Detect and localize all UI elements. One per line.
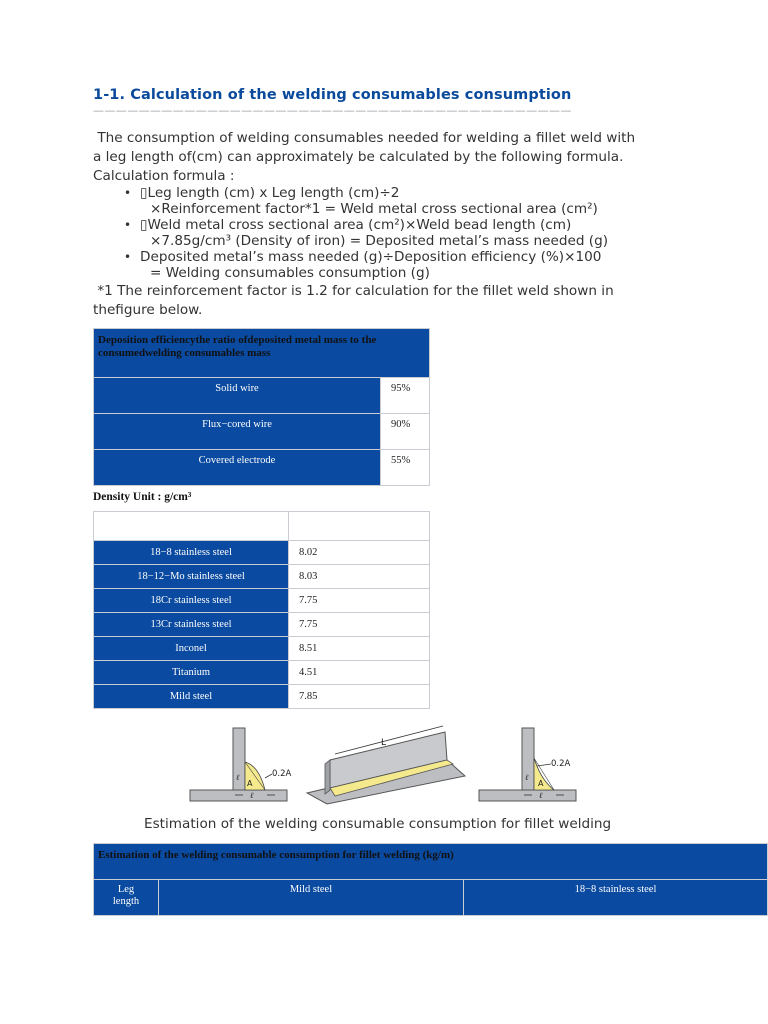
bullet-icon: • (124, 186, 132, 200)
footnote-line: *1 The reinforcement factor is 1.2 for calculation for the fillet weld shown in (93, 283, 614, 299)
bullet-icon: • (124, 218, 132, 232)
footnote (93, 282, 693, 320)
column-mild-steel: Mild steel (159, 880, 464, 916)
section-title: 1-1. Calculation of the welding consumables consumption (93, 87, 572, 103)
density-row-label: 13Cr stainless steel (94, 613, 289, 637)
intro-paragraph (93, 129, 693, 186)
density-row-value: 7.75 (289, 589, 430, 613)
deposition-row-label: Covered electrode (94, 450, 381, 486)
density-unit-label: Density Unit : g/cm³ (93, 491, 192, 503)
density-row-value: 7.85 (289, 685, 430, 709)
right-a-label: A (538, 779, 544, 788)
formula-line: = Welding consumables consumption (g) (150, 265, 430, 281)
consumption-table-header: Estimation of the welding consumable consumption for fillet welding (kg/m) (94, 844, 768, 880)
density-row-value: 4.51 (289, 661, 430, 685)
footnote-line: thefigure below. (93, 302, 203, 318)
column-leg-length: Leg length (94, 880, 159, 916)
intro-line: The consumption of welding consumables needed for welding a fillet weld with (93, 130, 636, 146)
density-row-label: Inconel (94, 637, 289, 661)
length-l-label: L (381, 738, 387, 748)
density-row-value: 8.02 (289, 541, 430, 565)
figure-caption: Estimation of the welding consumable consumption for fillet welding (144, 816, 612, 832)
left-horizontal-leg-label: ℓ (250, 791, 254, 800)
density-row-label: Titanium (94, 661, 289, 685)
right-vertical-leg-label: ℓ (525, 773, 529, 782)
bullet-icon: • (124, 250, 132, 264)
density-row-label: Mild steel (94, 685, 289, 709)
title-divider: —————————————————————————————————————————— (93, 104, 572, 117)
consumption-table (93, 843, 768, 916)
formula-line: Deposited metal’s mass needed (g)÷Deposition efficiency (%)×100 (140, 249, 602, 265)
intro-line: Calculation formula : (93, 168, 235, 184)
density-header-empty (94, 512, 289, 541)
deposition-row-value: 55% (381, 450, 430, 486)
deposition-efficiency-table (93, 328, 430, 486)
density-row-label: 18−12−Mo stainless steel (94, 565, 289, 589)
density-header-empty (289, 512, 430, 541)
formula-line: ▯Weld metal cross sectional area (cm²)×Weld bead length (cm) (140, 217, 572, 233)
formula-line: ×Reinforcement factor*1 = Weld metal cross sectional area (cm²) (150, 201, 598, 217)
intro-line: a leg length of(cm) can approximately be calculated by the following formula. (93, 149, 624, 165)
right-weld-section (479, 728, 576, 801)
density-row-label: 18−8 stainless steel (94, 541, 289, 565)
center-weld-perspective (307, 726, 465, 804)
deposition-row-label: Flux−cored wire (94, 414, 381, 450)
deposition-row-label: Solid wire (94, 378, 381, 414)
density-table (93, 511, 430, 709)
density-row-value: 7.75 (289, 613, 430, 637)
left-vertical-leg-label: ℓ (236, 773, 240, 782)
bracket-glyph: ▯ (140, 185, 148, 201)
fillet-weld-figure (185, 718, 585, 810)
formula-line: ▯Leg length (cm) x Leg length (cm)÷2 (140, 185, 400, 201)
density-row-label: 18Cr stainless steel (94, 589, 289, 613)
left-0.2a-label: 0.2A (272, 769, 292, 779)
formula-line: ×7.85g/cm³ (Density of iron) = Deposited metal’s mass needed (g) (150, 233, 609, 249)
right-horizontal-leg-label: ℓ (539, 791, 543, 800)
left-weld-section (190, 728, 292, 801)
deposition-row-value: 90% (381, 414, 430, 450)
right-0.2a-label: 0.2A (551, 759, 571, 769)
left-a-label: A (247, 779, 253, 788)
density-row-value: 8.51 (289, 637, 430, 661)
column-stainless-steel: 18−8 stainless steel (464, 880, 768, 916)
density-row-value: 8.03 (289, 565, 430, 589)
bracket-glyph: ▯ (140, 217, 148, 233)
deposition-row-value: 95% (381, 378, 430, 414)
deposition-table-header: Deposition efficiencythe ratio ofdeposited metal mass to the consumedwelding consumables mass (94, 329, 430, 378)
